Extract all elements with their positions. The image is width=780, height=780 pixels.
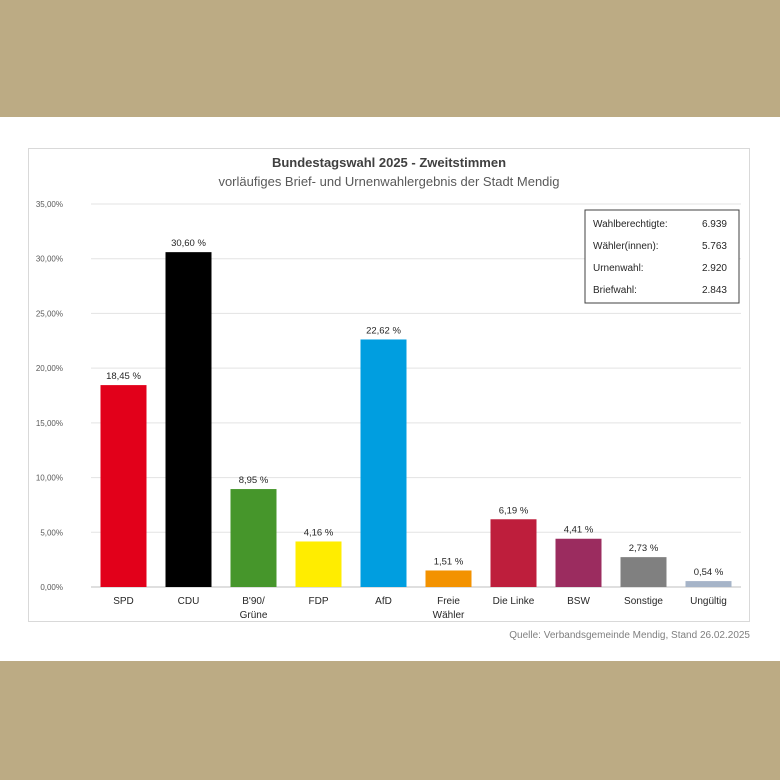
value-label: 0,54 % bbox=[693, 567, 724, 579]
value-label: 4,41 % bbox=[563, 524, 594, 536]
bar bbox=[686, 581, 732, 587]
value-label: 2,73 % bbox=[628, 543, 659, 555]
chart-frame bbox=[28, 148, 750, 622]
y-tick-label: 25,00% bbox=[35, 309, 63, 319]
y-axis-ticks bbox=[36, 200, 63, 592]
x-axis-labels bbox=[113, 596, 727, 621]
bar bbox=[621, 557, 667, 587]
info-row-value: 6.939 bbox=[701, 219, 727, 230]
category-label: Wähler bbox=[432, 610, 465, 621]
bar bbox=[361, 339, 407, 587]
category-label: CDU bbox=[177, 596, 200, 607]
source-note: Quelle: Verbandsgemeinde Mendig, Stand 26.02.2025 bbox=[509, 630, 750, 641]
info-row-label: Urnenwahl: bbox=[593, 263, 644, 274]
y-tick-label: 20,00% bbox=[35, 364, 63, 374]
chart-title: Bundestagswahl 2025 - Zweitstimmen bbox=[271, 155, 507, 170]
value-label: 30,60 % bbox=[171, 238, 206, 250]
y-tick-label: 30,00% bbox=[35, 254, 63, 264]
bar bbox=[166, 252, 212, 587]
category-label: Ungültig bbox=[690, 596, 727, 607]
bar bbox=[426, 570, 472, 587]
category-label: BSW bbox=[567, 596, 590, 607]
bar bbox=[556, 539, 602, 587]
info-row-label: Wahlberechtigte: bbox=[593, 219, 668, 230]
category-label: FDP bbox=[308, 596, 329, 607]
category-label: Grüne bbox=[239, 610, 268, 621]
bar bbox=[231, 489, 277, 587]
category-label: Freie bbox=[437, 596, 460, 607]
bar bbox=[296, 541, 342, 587]
category-label: SPD bbox=[113, 596, 134, 607]
category-label: Sonstige bbox=[624, 596, 663, 607]
value-label: 1,51 % bbox=[433, 556, 464, 568]
voter-info-box bbox=[585, 210, 739, 303]
bar bbox=[101, 385, 147, 587]
y-tick-label: 35,00% bbox=[35, 200, 63, 209]
info-row-value: 2.843 bbox=[701, 285, 727, 296]
info-row-value: 5.763 bbox=[701, 241, 727, 252]
category-label: B'90/ bbox=[242, 596, 265, 607]
chart-subtitle: vorläufiges Brief- und Urnenwahlergebnis der Stadt Mendig bbox=[218, 174, 560, 189]
info-row-value: 2.920 bbox=[701, 263, 727, 274]
category-label: AfD bbox=[375, 596, 392, 607]
y-tick-label: 10,00% bbox=[35, 473, 63, 483]
y-tick-label: 5,00% bbox=[40, 528, 63, 538]
bar-chart bbox=[29, 149, 749, 621]
value-label: 4,16 % bbox=[303, 527, 334, 539]
info-row-label: Wähler(innen): bbox=[593, 241, 659, 252]
category-label: Die Linke bbox=[492, 596, 535, 607]
value-label: 8,95 % bbox=[238, 475, 269, 487]
y-tick-label: 0,00% bbox=[40, 583, 63, 592]
value-label: 6,19 % bbox=[498, 505, 529, 517]
info-row-label: Briefwahl: bbox=[593, 285, 637, 296]
y-tick-label: 15,00% bbox=[35, 418, 63, 428]
value-label: 18,45 % bbox=[106, 371, 141, 383]
bar bbox=[491, 519, 537, 587]
value-label: 22,62 % bbox=[366, 325, 401, 337]
